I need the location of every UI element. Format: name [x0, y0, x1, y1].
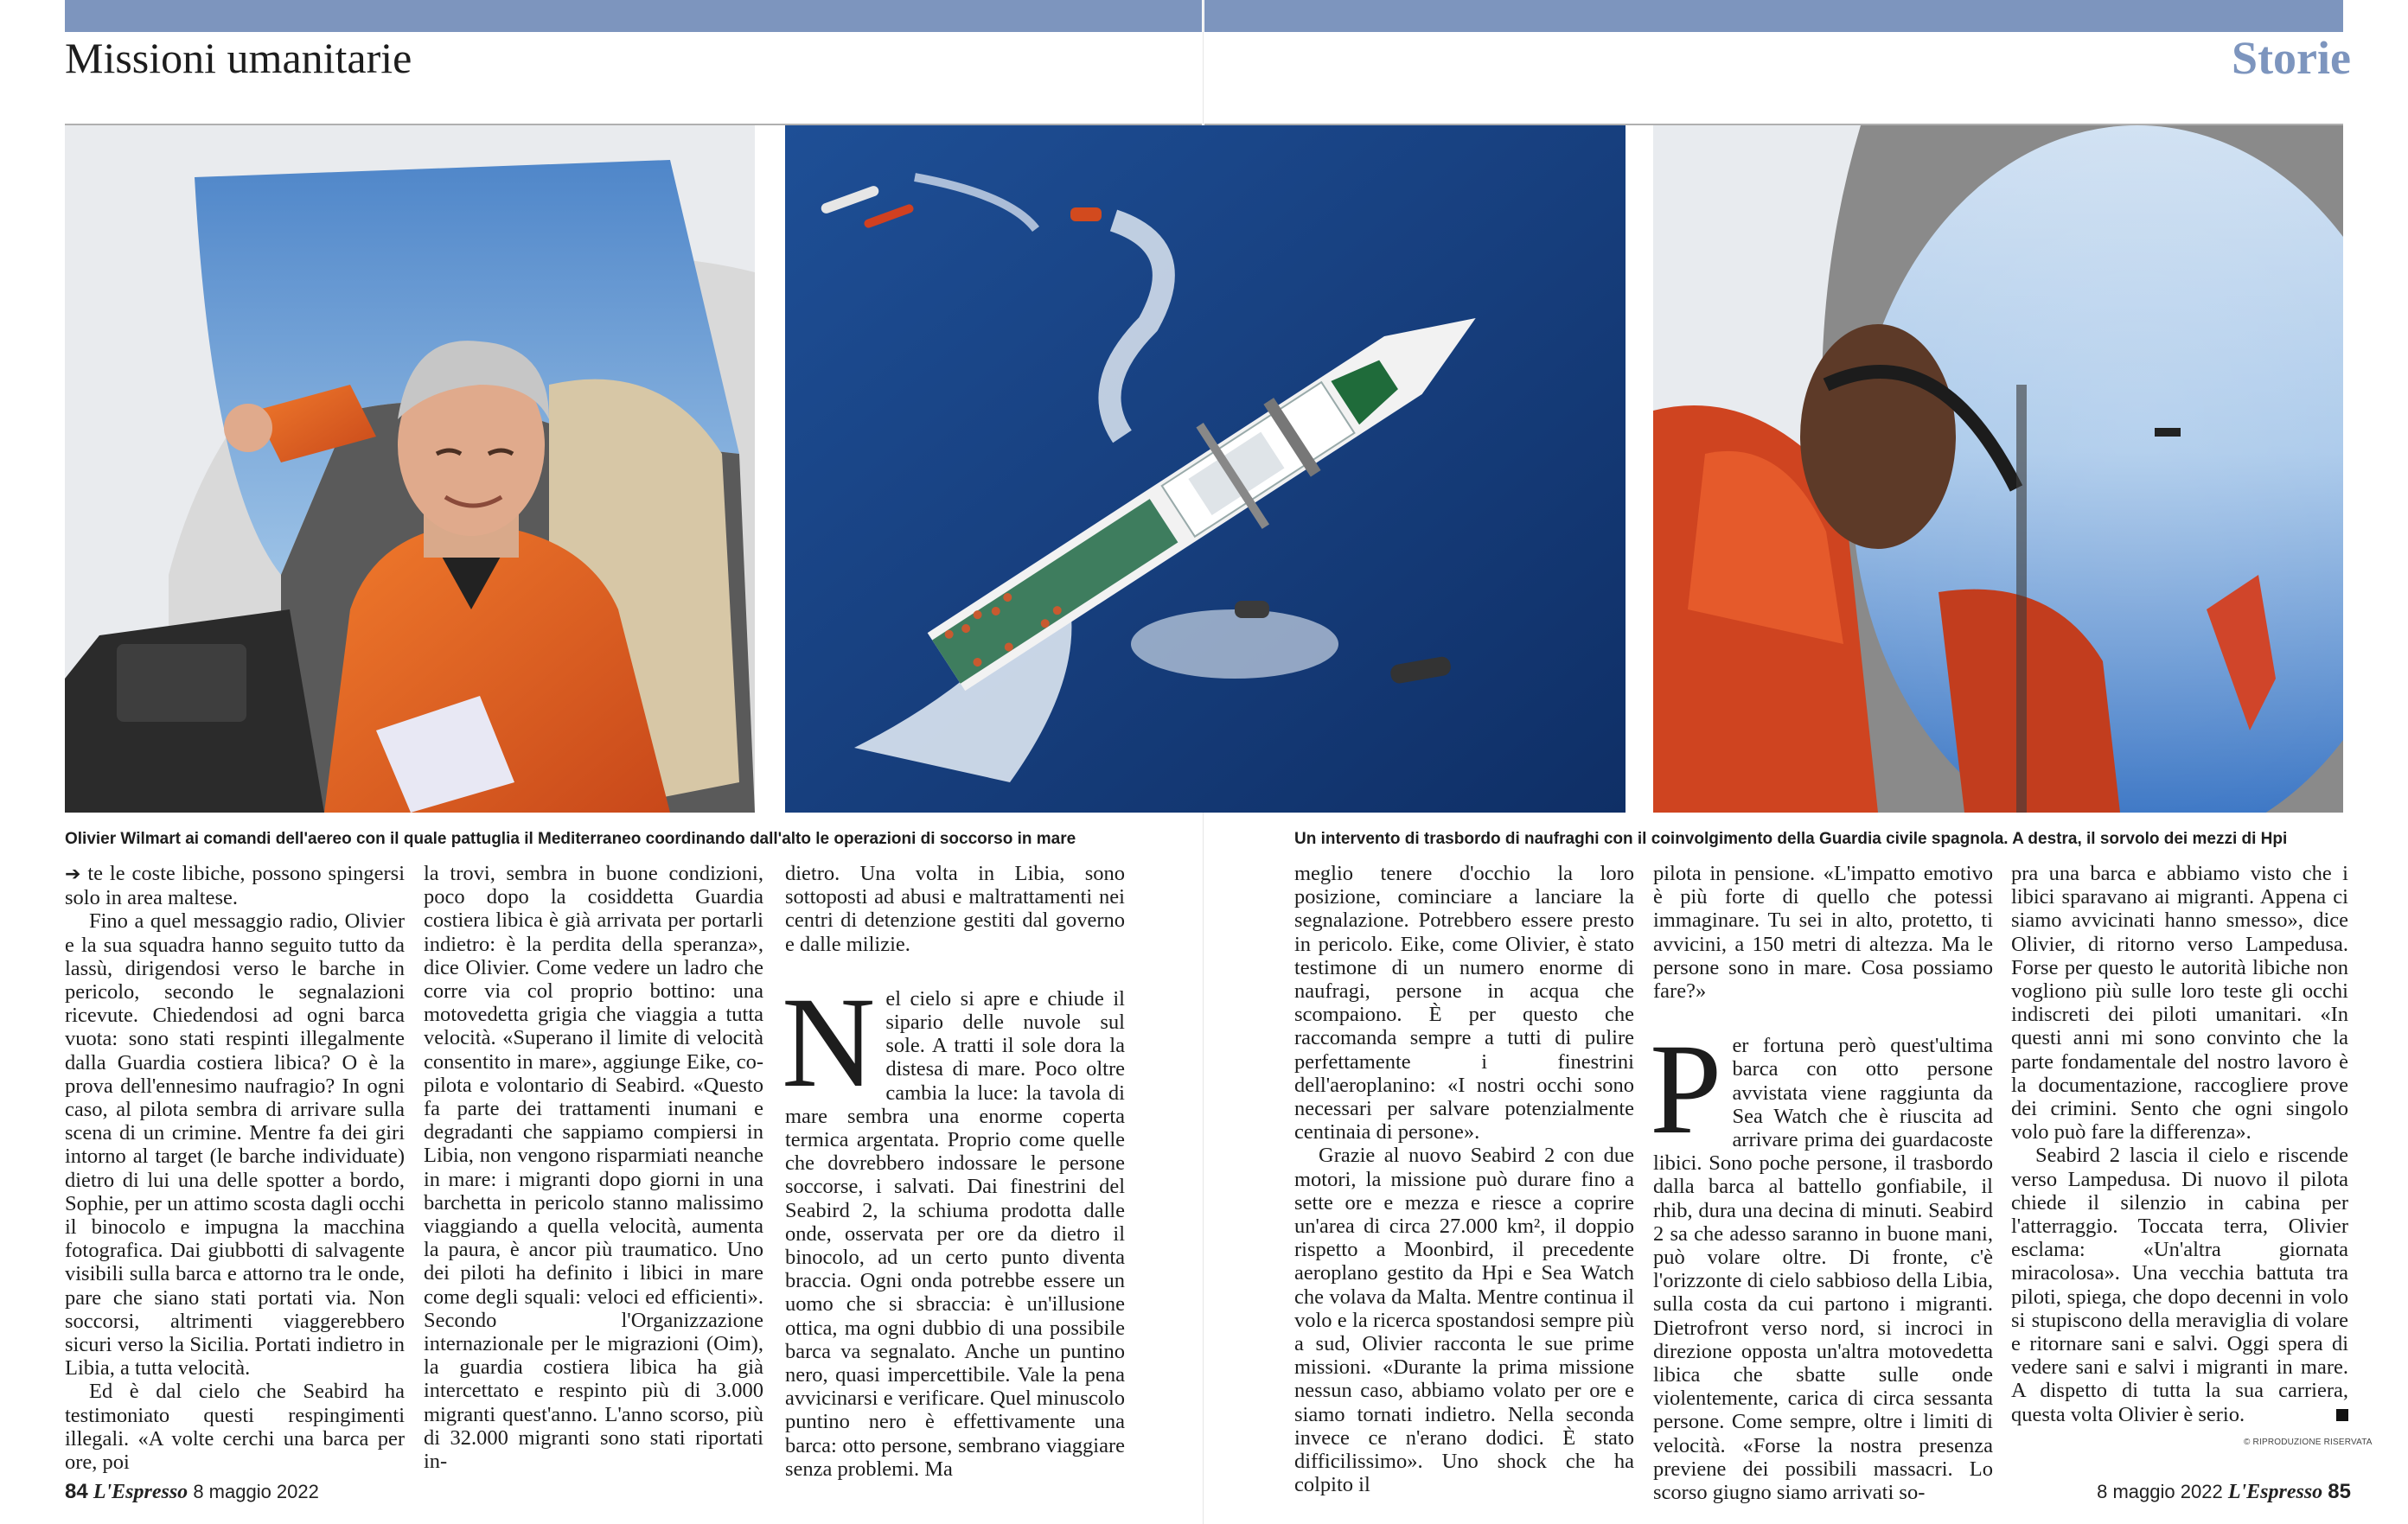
- paragraph: [65, 862, 405, 909]
- footer-left: [65, 1480, 319, 1504]
- article-column-5: [1650, 862, 1993, 1505]
- paragraph: pra una barca e abbiamo visto che i libici sparavano ai migranti. Appena ci siamo avvicinati hanno smesso», dice Olivier, di ritorno verso Lampedusa. Forse per questo le autorità libiche non vogliono più sulle loro teste gli occhi indiscreti dei piloti umanitari. «In questi anni mi sono convinto che la parte fondamentale del nostro lavoro è la documentazione, raccogliere prove dei crimini. Sento che ogni singolo volo può fare la differenza».: [2011, 862, 2348, 1145]
- copyright-notice: © RIPRODUZIONE RISERVATA: [2244, 1438, 2373, 1447]
- article-column-6: [2011, 862, 2348, 1426]
- footer-right: [2097, 1480, 2351, 1504]
- paragraph: [2011, 1144, 2348, 1425]
- aircraft-window-photo: [1653, 125, 2343, 813]
- paragraph-text: Seabird 2 lascia il cielo e riscende verso Lampedusa. Di nuovo il pilota chiede il silenzio in cabina per l'atterraggio. Toccata terra, Olivier esclama: «Un'altra giornata miracolosa». Una vecchia battuta tra piloti, spiega, che dopo decenni in volo si stupiscono della meraviglia di volare e ritornare sani e salvi. Oggi spera di vedere sani e salvi i migranti in mare. A dispetto di tutta la sua carriera, questa volta Olivier è serio.: [2011, 1144, 2348, 1426]
- drop-cap: N: [782, 970, 876, 1114]
- caption-left: Olivier Wilmart ai comandi dell'aereo con il quale pattuglia il Mediterraneo coordinando dall'alto le operazioni di soccorso in mare: [65, 830, 1076, 848]
- paragraph-text: er fortuna però quest'ultima barca con otto persone avvistata viene raggiunta da Sea Watch che è riuscita ad arrivare prima dei guardacoste libici. Sono poche persone, il trasbordo dalla barca al battello gonfiabile, il rhib, dura una decina di minuti. Seabird 2 sa che adesso saranno in buone mani, può volare oltre. Di fronte, c'è l'orizzonte di cielo sabbioso della Libia, sulla costa da cui partono i migranti. Dietrofront verso nord, si incroci in direzione opposta un'altra motovedetta libica che sbatte sulle onde violentemente, carica di circa sessanta persone. Come sempre, oltre i limiti di velocità. «Forse la nostra presenza previene dei possibili massacri. Lo scorso giugno siamo arrivati so-: [1653, 1034, 1993, 1505]
- pilot-photo-graphic: [65, 125, 755, 813]
- paragraph: [1650, 1017, 1993, 1505]
- article-column-2: [424, 862, 763, 1473]
- magazine-logo-right: L'Espresso: [2227, 1481, 2323, 1503]
- paragraph: [782, 970, 1125, 1481]
- paragraph-text: el cielo si apre e chiude il sipario delle nuvole sul sole. A tratti il sole dora la distesa di mare. Poco oltre cambia la luce: la tavola di mare sembra una enorme coperta termica argentata. Proprio come quelle che dovrebbero indossare le persone soccorse, i salvati. Dai finestrini del Seabird 2, la schiuma prodotta dalle onde, osservata per ore da dietro il binocolo, ad un certo punto diventa braccia. Ogni onda potrebbe essere un uomo che si sbraccia: è un'illusione ottica, ma ogni dubbio di una possibile barca va segnalato. Anche un puntino nero, quasi impercettibile. Vale la pena avvicinarsi e verificare. Quel minuscolo puntino nero è effettivamente una barca: otto persone, sembrano viaggiare senza problemi. Ma: [785, 986, 1125, 1481]
- paragraph: meglio tenere d'occhio la loro posizione, cominciare a lanciare la segnalazione. Potrebbero essere presto in pericolo. Eike, come Olivier, è stato testimone di un numero enorme di naufragi, persone in acqua che scompaiono. È per questo che raccomanda sempre a tutti di pulire perfettamente i finestrini dell'aeroplanino: «I nostri occhi sono necessari per salvare potenzialmente centinaia di persone».: [1294, 862, 1634, 1145]
- ship-photo-graphic: [785, 125, 1626, 813]
- rescue-ship-aerial-photo: [785, 125, 1626, 813]
- paragraph: Ed è dal cielo che Seabird ha testimoniato questi respingimenti illegali. «A volte cerchi una barca per ore, poi: [65, 1380, 405, 1475]
- end-mark-icon: [2336, 1409, 2348, 1421]
- section-title: Missioni umanitarie: [65, 34, 412, 82]
- paragraph: pilota in pensione. «L'impatto emotivo è più forte di quello che potessi immaginare. Tu sei in alto, protetto, ti avvicini, a 150 metri di altezza. Ma le persone sono in mare. Cosa possiamo fare?»: [1653, 862, 1993, 1004]
- page-number-right: 85: [2328, 1480, 2351, 1503]
- article-column-3: [782, 862, 1125, 1481]
- paragraph: Grazie al nuovo Seabird 2 con due motori, la missione può durare fino a sette ore e mezza e riesce a coprire un'area di circa 27.000 km², il doppio rispetto a Moonbird, il precedente aeroplano gestito da Hpi e Sea Watch che volava da Malta. Mentre continua il volo e la ricerca spostandosi sempre più a sud, Olivier racconta le sue prime missioni. «Durante la prima missione nessun caso, abbiamo volato per ore e siamo tornati indietro. Nella seconda invece ce n'erano dodici. È stato difficilissimo». Uno shock che ha colpito il: [1294, 1144, 1634, 1497]
- issue-date-left: 8 maggio 2022: [193, 1481, 319, 1502]
- header-color-bar-left: [65, 0, 1202, 32]
- issue-date-right: 8 maggio 2022: [2097, 1481, 2223, 1502]
- drop-cap: P: [1650, 1017, 1722, 1162]
- pilot-in-cockpit-photo: [65, 125, 755, 813]
- article-column-4: [1294, 862, 1634, 1496]
- paragraph: la trovi, sembra in buone condizioni, poco dopo la cosiddetta Guardia costiera libica è già arrivata per portarli indietro: è la perdita della speranza», dice Olivier. Come vedere un ladro che corre via col proprio bottino: una motovedetta grigia che viaggia a tutta velocità. «Superano il limite di velocità consentito in mare», aggiunge Eike, co-pilota e volontario di Seabird. «Questo fa parte dei trattamenti inumani e degradanti che sappiamo compiersi in Libia, non vengono risparmiati neanche in mare: i migranti dopo giorni in una barchetta in pericolo stanno malissimo viaggiando a quella velocità, aumenta la paura, è ancor più traumatico. Uno dei piloti ha definito i libici in mare come degli squali: veloci ed efficienti». Secondo l'Organizzazione internazionale per le migrazioni (Oim), la guardia costiera libica ha già intercettato e respinto più di 3.000 migranti quest'anno. L'anno scorso, più di 32.000 migranti sono stati riportati in-: [424, 862, 763, 1474]
- magazine-logo-left: L'Espresso: [93, 1481, 188, 1503]
- page-number-left: 84: [65, 1480, 88, 1503]
- paragraph: dietro. Una volta in Libia, sono sottoposti ad abusi e maltrattamenti nei centri di detenzione gestiti dal governo e dalle milizie.: [785, 862, 1125, 956]
- caption-right: Un intervento di trasbordo di naufraghi con il coinvolgimento della Guardia civile spagnola. A destra, il sorvolo dei mezzi di Hpi: [1294, 830, 2288, 848]
- window-photo-graphic: [1653, 125, 2343, 813]
- paragraph-text: te le coste libiche, possono spingersi solo in area maltese.: [65, 862, 406, 910]
- section-tag: Storie: [2232, 32, 2351, 84]
- article-column-1: [65, 862, 405, 1474]
- header-color-bar-right: [1204, 0, 2343, 32]
- paragraph: Fino a quel messaggio radio, Olivier e la sua squadra hanno seguito tutto da lassù, dirigendosi verso le barche in pericolo, secondo le segnalazioni ricevute. Chiedendosi ad ogni barca vuota: sono stati respinti illegalmente dalla Guardia costiera libica? O è la prova dell'ennesimo naufragio? In ogni caso, al pilota sembra di arrivare sulla scena di un crimine. Mentre fa dei giri intorno al target (le barche individuate) dietro di lui una delle spotter a bordo, Sophie, per un attimo scosta dagli occhi il binocolo e impugna la macchina fotografica. Dai giubbotti di salvagente visibili sulla barca e attorno tra le onde, pare che siano stati portati via. Non soccorsi, altrimenti viaggerebbero sicuri verso la Sicilia. Portati indietro in Libia, a tutta velocità.: [65, 909, 405, 1381]
- continuation-arrow-icon: ➔: [65, 864, 81, 885]
